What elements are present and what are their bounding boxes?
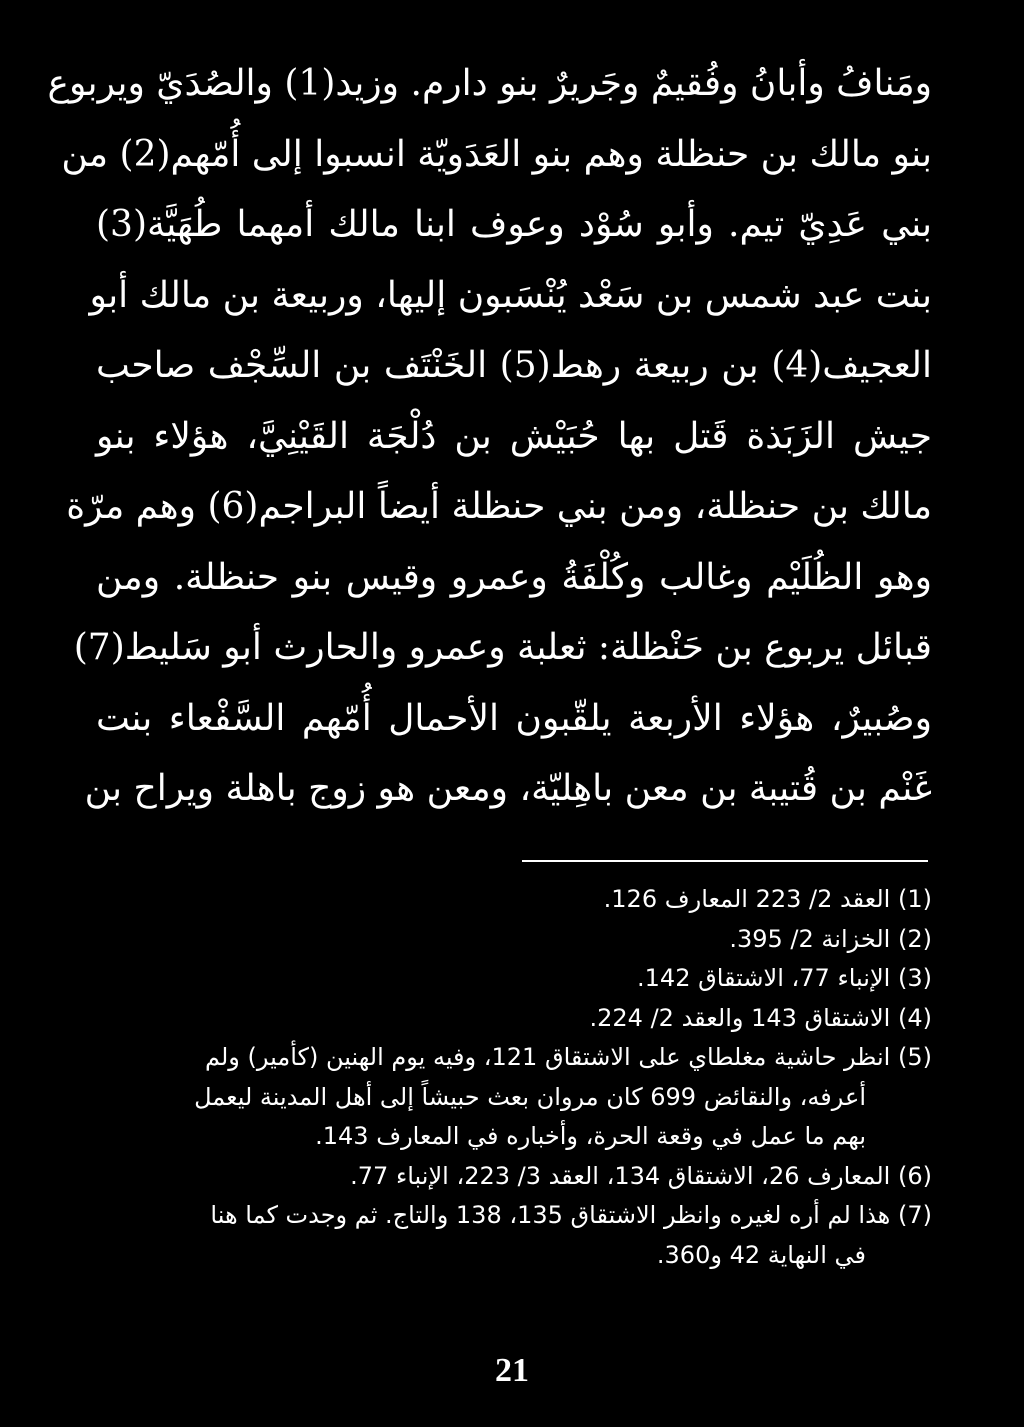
text-line: مالك بن حنظلة، ومن بني حنظلة أيضاً البراجم(6) وهم مرّة [66,486,932,527]
footnote-text: الإنباء 77، الاشتقاق 142. [637,964,891,992]
footnote-text: في النهاية 42 و360. [656,1240,866,1269]
footnote [96,880,932,920]
footnote-text: هذا لم أره لغيره وانظر الاشتقاق 135، 138 والتاج. ثم وجدت كما هنا [210,1201,891,1229]
footnote-separator [522,860,928,862]
footnote-text: أعرفه، والنقائض 699 كان مروان بعث حبيشاً إلى أهل المدينة ليعمل [194,1082,866,1111]
footnote [96,999,932,1039]
footnote-continuation [96,1236,932,1276]
text-line: جيش الزَبَذة قَتل بها حُبَيْش بن دُلْجَة القَيْنِيَّ، هؤلاء بنو [96,415,932,457]
footnote-text: الخزانة 2/ 395. [729,924,891,953]
footnote [96,1196,932,1236]
footnote-marker: (7) [897,1201,932,1229]
main-text-block [47,52,932,828]
footnote-continuation [96,1078,932,1118]
footnote-marker: (3) [897,964,932,992]
text-line: غَنْم بن قُتيبة بن معن باهِليّة، ومعن هو زوج باهلة ويراح بن [84,768,932,809]
footnotes-block [96,880,932,1275]
footnote-marker: (2) [897,924,932,953]
text-line: وصُبيرٌ، هؤلاء الأربعة يلقّبون الأحمال أُمّهم السَّفْعاء بنت [96,697,932,739]
footnote-text: بهم ما عمل في وقعة الحرة، وأخباره في المعارف 143. [315,1122,866,1150]
footnote-text: العقد 2/ 223 المعارف 126. [603,885,891,913]
text-line: بني عَدِيّ تيم. وأبو سُوْد وعوف ابنا مالك أمهما طُهَيَّة(3) [96,204,932,245]
footnote-marker: (4) [897,1003,932,1032]
footnote [96,959,932,999]
text-line: وهو الظُلَيْم وغالب وكُلْفَةُ وعمرو وقيس بنو حنظلة. ومن [96,556,932,598]
footnote-text: انظر حاشية مغلطاي على الاشتقاق 121، وفيه يوم الهنين (كأمير) ولم [205,1043,891,1071]
text-line: العجيف(4) بن ربيعة رهط(5) الخَنْتَف بن السِّجْف صاحب [96,345,932,386]
text-line: بنت عبد شمس بن سَعْد يُنْسَبون إليها، وربيعة بن مالك أبو [89,274,932,316]
text-line: بنو مالك بن حنظلة وهم بنو العَدَويّة انسبوا إلى أُمّهم(2) من [61,133,932,175]
text-line: ومَنافُ وأبانُ وفُقيمٌ وجَريرٌ بنو دارم. وزيد(1) والصُدَيّ ويربوع [47,63,932,104]
footnote-marker: (6) [897,1161,932,1190]
footnote-text: المعارف 26، الاشتقاق 134، العقد 3/ 223، الإنباء 77. [350,1161,891,1190]
footnote [96,1038,932,1078]
footnote [96,1157,932,1197]
footnote-continuation [96,1117,932,1157]
page-number: 21 [495,1352,529,1389]
footnote-marker: (1) [897,885,932,913]
text-line: قبائل يربوع بن حَنْظلة: ثعلبة وعمرو والحارث أبو سَليط(7) [73,627,932,668]
footnote-text: الاشتقاق 143 والعقد 2/ 224. [589,1003,891,1032]
footnote [96,920,932,960]
footnote-marker: (5) [897,1043,932,1071]
